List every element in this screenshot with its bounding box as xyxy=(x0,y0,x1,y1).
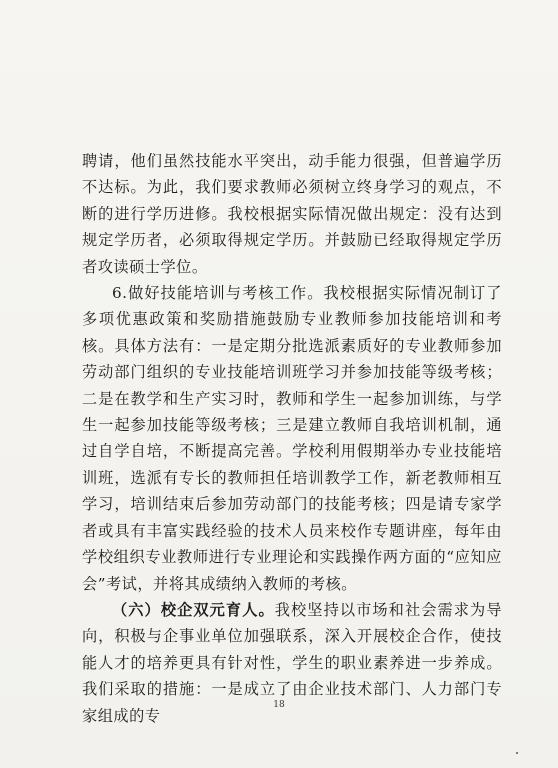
document-body xyxy=(82,148,502,729)
section-body-text: 我校坚持以市场和社会需求为导向，积极与企事业单位加强联系，深入开展校企合作，使技能人才的培养更具有针对性，学生的职业素养进一步养成。我们采取的措施：一是成立了由企业技术部门、人力部门专家组成的专 xyxy=(82,600,503,725)
paragraph-skill-training: 6.做好技能培训与考核工作。我校根据实际情况制订了多项优惠政策和奖励措施鼓励专业教师参加技能培训和考核。具体方法有：一是定期分批选派素质好的专业教师参加劳动部门组织的专业技能培训班学习并参加技能等级考核；二是在教学和生产实习时，教师和学生一起参加训练，与学生一起参加技能等级考核；三是建立教师自我培训机制，通过自学自培，不断提高完善。学校利用假期举办专业技能培训班，选派有专长的教师担任培训教学工作，新老教师相互学习，培训结束后参加劳动部门的技能考核；四是请专家学者或具有丰富实践经验的技术人员来校作专题讲座，每年由学校组织专业教师进行专业理论和实践操作两方面的“应知应会”考试，并将其成绩纳入教师的考核。 xyxy=(82,284,502,593)
scan-speck xyxy=(516,752,518,754)
section-heading: （六）校企双元育人。 xyxy=(112,600,275,619)
page-number: 18 xyxy=(273,700,285,710)
paragraph-continuation: 聘请，他们虽然技能水平突出，动手能力很强，但普遍学历不达标。为此，我们要求教师必须树立终身学习的观点，不断的进行学历进修。我校根据实际情况做出规定：没有达到规定学历者，必须取得规定学历。并鼓励已经取得规定学历者攻读硕士学位。 xyxy=(82,152,502,276)
